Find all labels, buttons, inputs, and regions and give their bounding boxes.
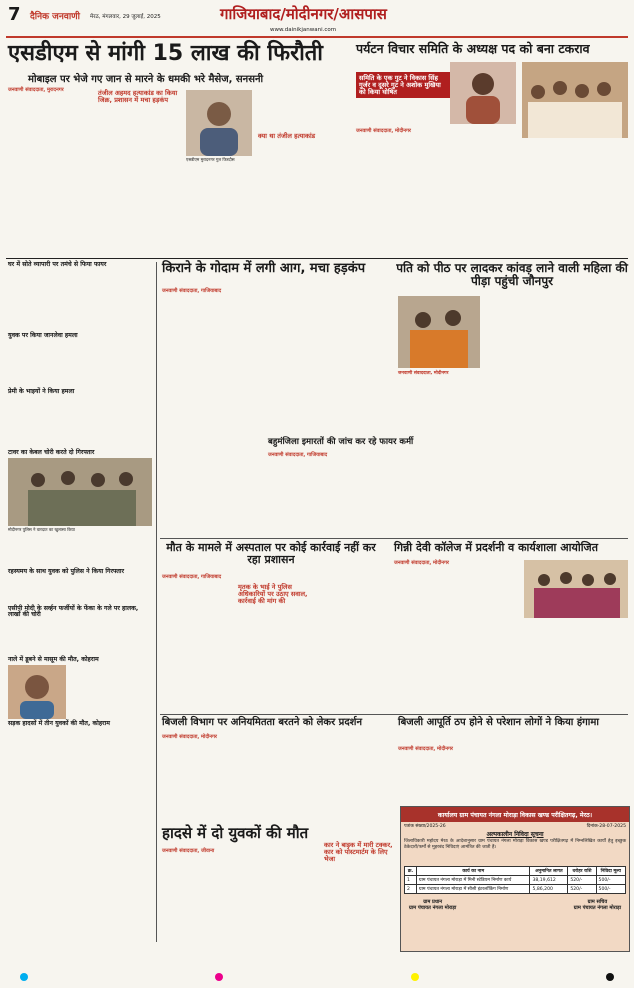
tender-notice-title: अल्पकालीन निविदा सूचना — [486, 831, 544, 838]
column-header: निविदा मूल्य — [596, 867, 625, 876]
samiti-group-photo — [522, 62, 628, 138]
power-byline: जनवाणी संवाददाता, मोदीनगर — [398, 746, 453, 752]
registration-dot — [411, 973, 419, 981]
brief-title: युवक पर किया जानलेवा हमला — [8, 331, 78, 339]
lead-body-col2 — [98, 112, 180, 255]
ginni-body-3 — [524, 622, 628, 688]
tender-intro: जिलाधिकारी महोदय मेरठ के आदेशानुसार ग्राम पंचायत नंगला मोराड़ा विकास खण्ड परीक्षितगढ़ में निम्नलिखित कार्यों हेतु इच्छुक ठेकेदारों/फर्मों से मुहरबंद निविदाएं आमंत्रित की जाती हैं। — [404, 839, 626, 850]
lead-byline: जनवाणी संवाददाता, मुरादनगर — [8, 87, 64, 93]
left-briefs — [8, 262, 152, 942]
divider-mid — [160, 538, 628, 539]
group-photo-icon — [524, 560, 628, 618]
ginni-byline: जनवाणी संवाददाता, मोदीनगर — [394, 560, 449, 566]
masthead-divider — [6, 36, 628, 38]
child-photo — [8, 665, 66, 719]
brief-title: प्रेमी के भाइयों ने किया हमला — [8, 388, 75, 395]
page-number: 7 — [8, 4, 21, 25]
jaunpur-body-2 — [484, 296, 554, 508]
table-cell: 1 — [405, 876, 417, 885]
godown-byline: जनवाणी संवाददाता, गाजियाबाद — [162, 288, 222, 294]
lead-body-col1 — [8, 95, 92, 255]
jaunpur-photo — [398, 296, 480, 368]
electric-byline: जनवाणी संवाददाता, मोदीनगर — [162, 734, 217, 740]
lead-box-title: क्या था तंजील हत्याकांड — [258, 132, 316, 140]
jaunpur-body-3 — [558, 296, 628, 508]
group-photo-icon — [522, 62, 628, 138]
accident-deck: कार ने बाइक में मारी टक्कर, कार को पोस्टमार्टम के लिए भेजा — [324, 841, 393, 863]
brief-title: घर में सोते व्यापारी पर तमंचे से फिया फायर — [8, 261, 107, 268]
hospital-headline: मौत के मामले में अस्पताल पर कोई कार्रवाई नहीं कर रहा प्रशासन — [166, 541, 376, 566]
godown-body-2 — [266, 296, 364, 436]
person-photo-icon — [8, 665, 66, 719]
hospital-body-3 — [314, 582, 388, 712]
hospital-body-1 — [162, 582, 234, 712]
brief-title: रहस्यमय के साथ युवक को पुलिस ने किया गिरफ्तार — [8, 568, 125, 575]
table-row — [405, 876, 626, 885]
brief-title: नाले में डूबने से मासूम की मौत, कोहराम — [8, 655, 99, 663]
brief-body — [70, 665, 152, 721]
column-header: धरोहर राशि — [568, 867, 596, 876]
hospital-body-2 — [238, 626, 310, 712]
lead-headline: एसडीएम से मांगी 15 लाख की फिरौती — [8, 41, 324, 66]
brief-body — [8, 730, 152, 800]
ginni-body-1 — [394, 568, 454, 688]
samiti-body-3 — [538, 142, 628, 256]
brief-body — [8, 621, 152, 657]
electric-body-1 — [162, 742, 274, 822]
brief-title: सड़क हादसों में तीन युवकों की मौत, कोहराम — [8, 720, 110, 727]
table-cell: 500/- — [596, 876, 625, 885]
sdm-photo — [186, 90, 252, 156]
ginni-body-2 — [458, 568, 520, 688]
electric-body-2 — [278, 742, 392, 822]
registration-dot — [215, 973, 223, 981]
samiti-body-2 — [446, 136, 534, 256]
accident-body-3 — [324, 880, 398, 948]
left-column-divider — [156, 262, 157, 942]
brief-body — [8, 578, 152, 606]
registration-dot — [20, 973, 28, 981]
ginni-headline: गिन्नी देवी कॉलेज में प्रदर्शनी व कार्यशाला आयोजित — [394, 541, 598, 554]
buildings-body-2 — [268, 460, 330, 536]
samiti-headline: पर्यटन विचार समिति के अध्यक्ष पद को बना टकराव — [356, 41, 590, 56]
buildings-headline: बहुमंजिला इमारतों की जांच कर रहे फायर कर्मी — [268, 437, 414, 447]
lead-body-col4 — [258, 90, 340, 130]
column-header: अनुमानित लागत — [530, 867, 568, 876]
lead-sidebar-title: तंजील अहमद हत्याकांड का किया जिक्र, प्रशासन में मचा हड़कंप — [98, 89, 178, 104]
hospital-byline: जनवाणी संवाददाता, गाजियाबाद — [162, 574, 222, 580]
column-header: कार्य का नाम — [416, 867, 529, 876]
tender-sign-label: ग्राम प्रधान — [423, 899, 443, 905]
brand-name: दैनिक जनवाणी — [30, 12, 80, 22]
tender-sign-label: ग्राम सचिव — [587, 899, 608, 905]
table-cell: 520/- — [568, 876, 596, 885]
brief-body — [8, 535, 152, 569]
group-photo-icon — [398, 296, 480, 368]
jaunpur-headline: पति को पीठ पर लादकर कांवड़ लाने वाली महिला की पीड़ा पहुंची जौनपुर — [396, 261, 628, 288]
electric-headline: बिजली विभाग पर अनियमितता बरतने को लेकर प्रदर्शन — [162, 717, 362, 728]
brief-body — [8, 398, 152, 450]
divider-lower — [160, 714, 628, 715]
table-cell: 500/- — [596, 885, 625, 894]
table-cell: 520/- — [568, 885, 596, 894]
accident-body-1 — [162, 856, 246, 948]
jaunpur-byline: जनवाणी संवाददाता, मोदीनगर — [398, 371, 449, 376]
person-photo-icon — [186, 90, 252, 156]
table-cell: 5,86,200 — [530, 885, 568, 894]
brief-body — [8, 341, 152, 389]
tender-title: कार्यालय ग्राम पंचायत नंगला मोराड़ा विकास खण्ड परीक्षितगढ़, मेरठ। — [401, 807, 629, 822]
lead-body-col3 — [186, 166, 252, 255]
person-photo-icon — [450, 62, 516, 124]
brief-title: टावर का केबल चोरी करते दो गिरफ्तार — [8, 448, 95, 456]
lead-subhead: मोबाइल पर भेजे गए जान से मारने के धमकी भरे मैसेज, सनसनी — [28, 74, 264, 85]
group-photo-icon — [8, 458, 152, 526]
masthead — [0, 0, 634, 40]
column-header: क्र. — [405, 867, 417, 876]
table-cell: ग्राम पंचायत नंगला मोराड़ा में सीसी इंटरलॉकिंग निर्माण — [416, 885, 529, 894]
ginni-photo — [524, 560, 628, 618]
accident-byline: जनवाणी संवाददाता, जीवाना — [162, 848, 215, 854]
divider-top — [6, 258, 628, 259]
edition-line: मेरठ, मंगलवार, 29 जुलाई, 2025 — [90, 14, 161, 20]
color-registration-bar — [0, 970, 634, 984]
samiti-woman-photo — [450, 62, 516, 124]
tender-ref: पत्रांक संख्या/2025-26 — [404, 824, 446, 829]
tender-table — [404, 866, 626, 894]
lead-body-col5 — [258, 146, 340, 255]
godown-body-1 — [162, 296, 262, 436]
table-cell: ग्राम पंचायत नंगला मोराड़ा में मिनी स्टेडियम निर्माण कार्य — [416, 876, 529, 885]
police-group-photo — [8, 458, 152, 526]
samiti-byline: जनवाणी संवाददाता, मोदीनगर — [356, 128, 411, 134]
godown-headline: किराने के गोदाम में लगी आग, मचा हड़कंप — [162, 261, 366, 276]
table-header-row — [405, 867, 626, 876]
tender-sign-label: ग्राम पंचायत नंगला मोराड़ा — [573, 905, 621, 911]
website: www.dainikjanwani.com — [270, 27, 337, 33]
buildings-body-3 — [334, 460, 392, 536]
section-title: गाजियाबाद/मोदीनगर/आसपास — [220, 5, 387, 23]
accident-headline: हादसे में दो युवकों की मौत — [162, 824, 309, 842]
power-headline: बिजली आपूर्ति ठप होने से परेशान लोगों ने किया हंगामा — [398, 717, 599, 728]
registration-dot — [606, 973, 614, 981]
police-photo-caption: मोदीनगर पुलिस ने वारदात का खुलासा किया — [8, 527, 75, 532]
sdm-photo-caption: एसडीएम मुरादनगर गुल फिरदौस — [186, 157, 235, 162]
buildings-body-1 — [162, 438, 262, 536]
tender-notice — [400, 806, 630, 952]
table-cell: 2 — [405, 885, 417, 894]
tender-date: दिनांक-28-07-2025 — [586, 824, 626, 829]
tender-sign-label: ग्राम पंचायत नंगला मोराड़ा — [409, 905, 457, 911]
brief-title: एसीपी मोदी के सर्व्हन फर्जीयों के फेंका के गले पर हालक, लाखों की चोरी — [8, 604, 139, 618]
accident-body-2 — [250, 856, 320, 948]
samiti-body-1 — [356, 136, 442, 256]
samiti-deck: समिति के एक गुट ने विकास सिंह गुर्जर व दूसरे गुट ने अशोक मुखिया को किया घोषित — [356, 72, 450, 98]
table-cell: 38,19,612 — [530, 876, 568, 885]
brief-body — [8, 271, 152, 333]
table-row — [405, 885, 626, 894]
hospital-pull-quote: मृतक के भाई ने पुलिस अधिकारियों पर उठाए सवाल, कार्रवाई की मांग की — [238, 583, 308, 605]
power-body — [398, 754, 628, 804]
buildings-byline: जनवाणी संवाददाता, गाजियाबाद — [268, 452, 328, 458]
